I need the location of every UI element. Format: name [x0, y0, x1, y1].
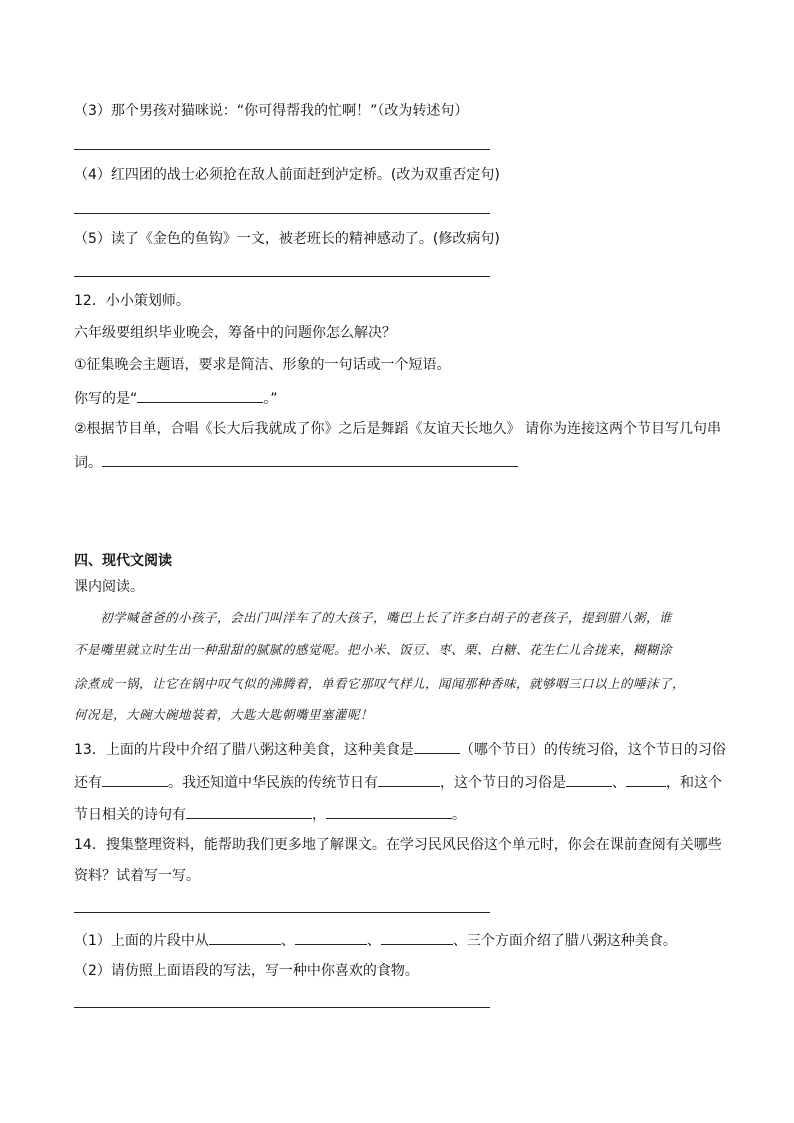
q13-text: 、: [612, 775, 626, 791]
q13-text: 节日相关的诗句有: [74, 807, 186, 823]
q14-text: 、: [280, 933, 295, 949]
answer-line[interactable]: [74, 1007, 490, 1008]
passage-line: 不是嘴里就立时生出一种甜甜的腻腻的感觉呢。把小米、饭豆、枣、栗、白糖、花生仁儿合拢来，糊糊涂: [74, 642, 673, 657]
q14-text: 、: [366, 933, 381, 949]
poem-blank-a[interactable]: [186, 803, 312, 819]
q13-text: 13．上面的片段中介绍了腊八粥这种美食，这种美食是: [74, 742, 414, 758]
answer-line[interactable]: [74, 149, 490, 150]
sub2-tail: 词。: [74, 455, 102, 471]
q13-text: （哪个节日）的传统习俗，这个节日的习俗: [459, 742, 726, 758]
q13-text: 。我还知道中华民族的传统节日有: [168, 775, 378, 791]
q13-line3: [74, 803, 466, 825]
q11-item5: （5）读了《金色的鱼钩》一文，被老班长的精神感动了。(修改病句): [74, 231, 500, 247]
passage-line: 初学喊爸爸的小孩子，会出门叫洋车了的大孩子，嘴巴上长了许多白胡子的老孩子，提到腊八粥，谁: [100, 610, 673, 625]
q11-item3: （3）那个男孩对猫咪说：“你可得帮我的忙啊！”（改为转述句）: [74, 103, 469, 119]
passage-line: 涂煮成一锅，让它在锅中叹气似的沸腾着，单看它那叹气样儿，闻闻那种香味，就够咽三口以上的唾沫了，: [74, 676, 686, 691]
answer-line[interactable]: [74, 213, 490, 214]
aspect-blank-c[interactable]: [381, 929, 453, 945]
q14-text: 、三个方面介绍了腊八粥这种美食。: [452, 933, 677, 949]
answer-suffix: 。”: [263, 391, 278, 407]
custom-blank[interactable]: [102, 771, 168, 787]
q13-line1: [74, 738, 726, 760]
q14-sub1: [74, 929, 677, 951]
poem-blank-b[interactable]: [326, 803, 452, 819]
q11-item4: （4）红四团的战士必须抢在敌人前面赶到泸定桥。(改为双重否定句): [74, 167, 500, 183]
q13-line2: [74, 771, 722, 793]
other-festival-blank[interactable]: [378, 771, 440, 787]
answer-line[interactable]: [74, 276, 490, 277]
custom-blank-b[interactable]: [626, 771, 666, 787]
q12-title: 12．小小策划师。: [74, 293, 190, 309]
q13-text: ，: [312, 807, 326, 823]
answer-line[interactable]: [74, 912, 490, 913]
q12-answer: [74, 387, 278, 409]
q14-text: （1）上面的片段中从: [74, 933, 209, 949]
q14-sub2: （2）请仿照上面语段的写法，写一种中你喜欢的食物。: [74, 963, 419, 979]
q13-text: ，和这个: [666, 775, 722, 791]
custom-blank-a[interactable]: [566, 771, 612, 787]
q14-line2: 资料？试着写一写。: [74, 868, 200, 884]
q13-text: 。: [452, 807, 466, 823]
aspect-blank-a[interactable]: [209, 929, 281, 945]
q13-text: ，这个节日的习俗是: [440, 775, 566, 791]
answer-prefix: 你写的是“: [74, 391, 138, 407]
section-subheading: 课内阅读。: [74, 579, 144, 595]
section-heading: 四、现代文阅读: [74, 553, 172, 569]
festival-blank[interactable]: [414, 738, 460, 754]
q12-sub2-line2: [74, 451, 518, 473]
q13-text: 还有: [74, 775, 102, 791]
q12-sub1: ①征集晚会主题语，要求是简洁、形象的一句话或一个短语。: [74, 357, 451, 373]
passage-line: 何况是，大碗大碗地装着，大匙大匙朝嘴里塞灌呢！: [74, 707, 374, 722]
q12-sub2-line1: ②根据节目单，合唱《长大后我就成了你》之后是舞蹈《友谊天长地久》 请你为连接这两个节目写几句串: [74, 421, 721, 437]
theme-blank[interactable]: [137, 387, 263, 403]
q12-intro: 六年级要组织毕业晚会，筹备中的问题你怎么解决？: [74, 325, 396, 341]
q14-line1: 14．搜集整理资料，能帮助我们更多地了解课文。在学习民风民俗这个单元时，你会在课前查阅有关哪些: [74, 837, 722, 853]
aspect-blank-b[interactable]: [295, 929, 367, 945]
script-blank[interactable]: [102, 451, 518, 467]
